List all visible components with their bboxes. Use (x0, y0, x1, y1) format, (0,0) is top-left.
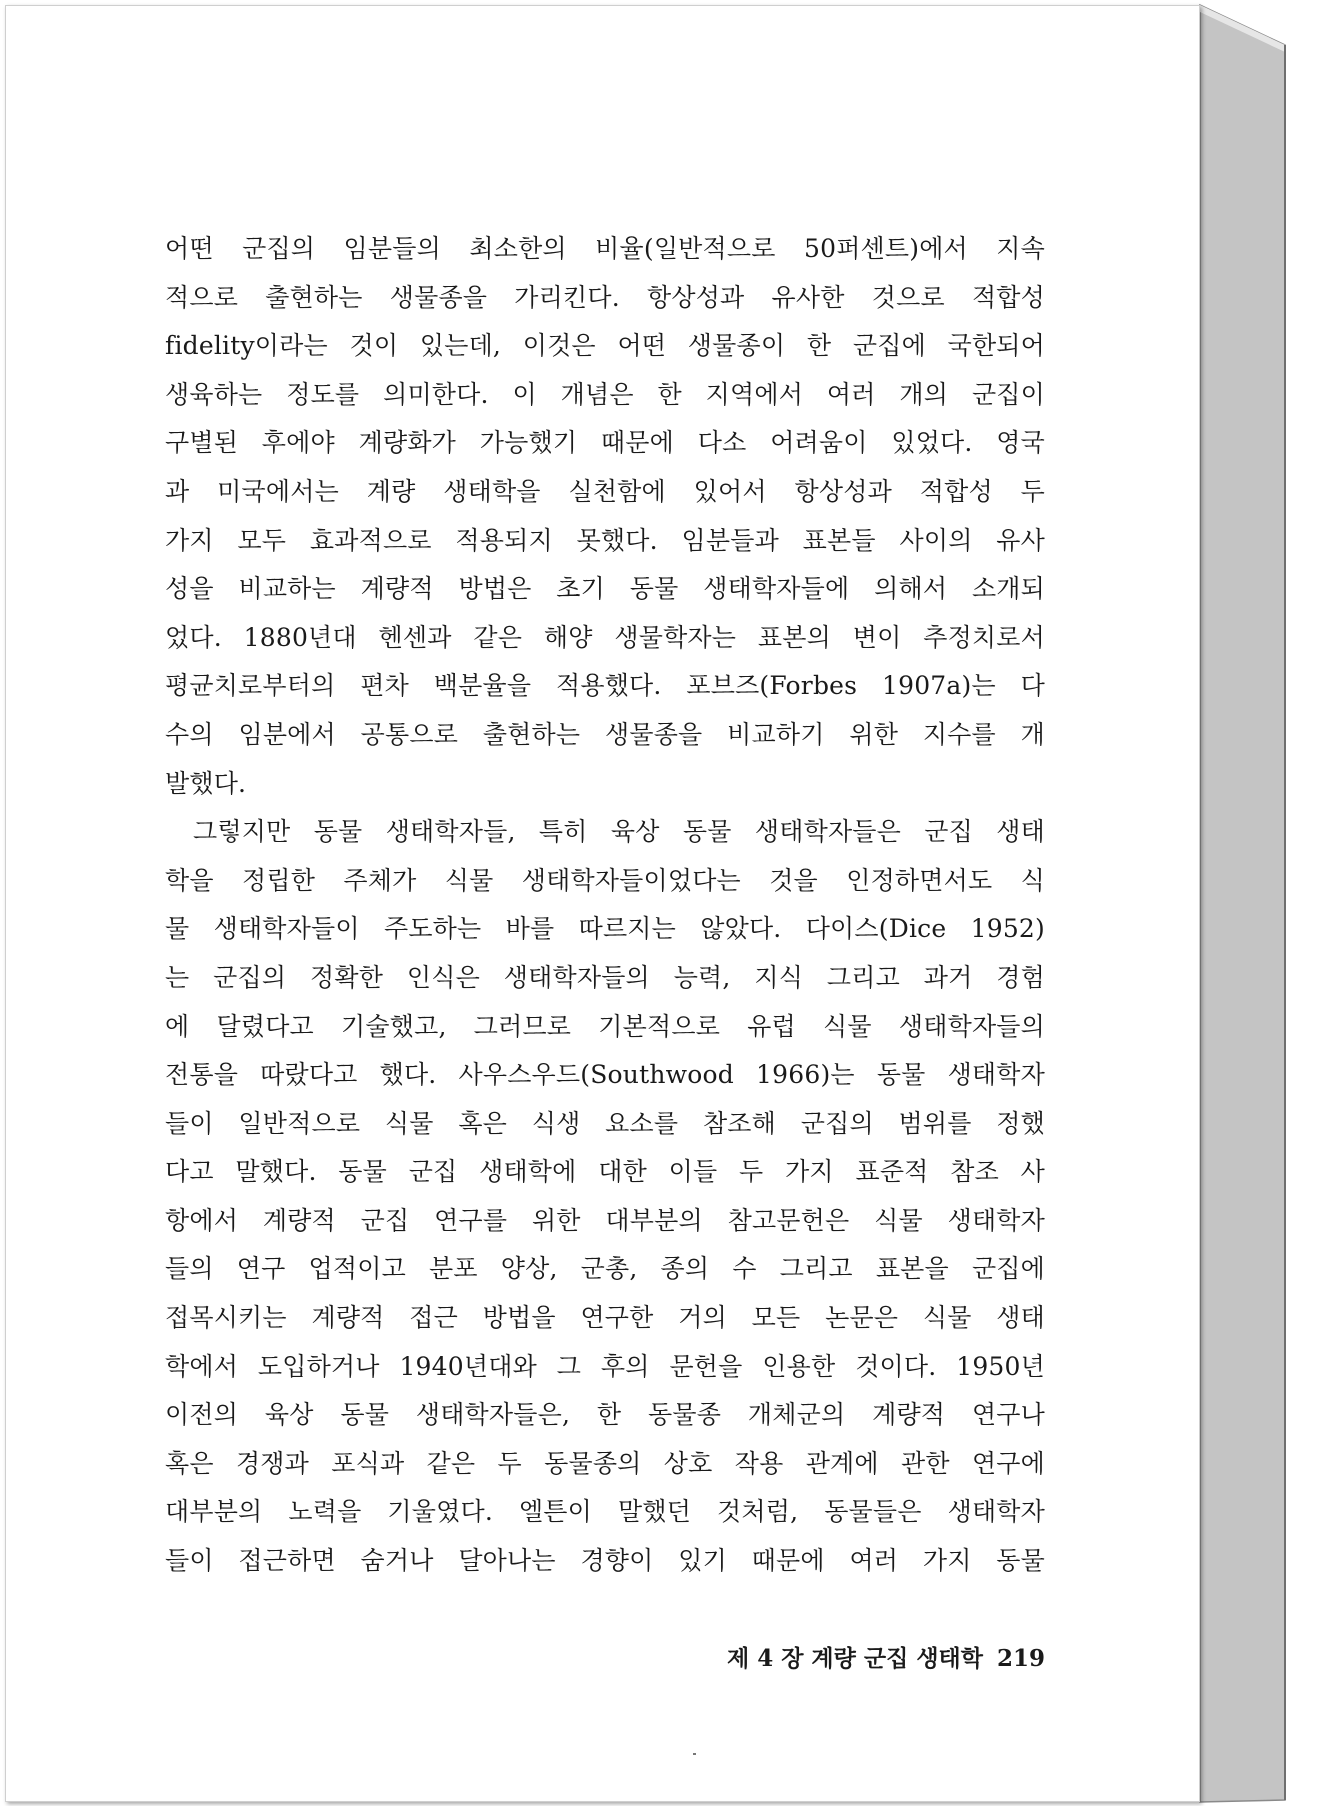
text-line: 항에서 계량적 군집 연구를 위한 대부분의 참고문헌은 식물 생태학자 (165, 1205, 1045, 1235)
text-line: 혹은 경쟁과 포식과 같은 두 동물종의 상호 작용 관계에 관한 연구에 (165, 1448, 1045, 1478)
text-line: 이전의 육상 동물 생태학자들은, 한 동물종 개체군의 계량적 연구나 (165, 1400, 1045, 1430)
text-line: 들의 연구 업적이고 분포 양상, 군총, 종의 수 그리고 표본을 군집에 (165, 1254, 1045, 1284)
text-line: 적으로 출현하는 생물종을 가리킨다. 항상성과 유사한 것으로 적합성 (165, 282, 1045, 312)
running-footer (727, 1640, 1045, 1673)
text-line: 에 달렸다고 기술했고, 그러므로 기본적으로 유럽 식물 생태학자들의 (165, 1011, 1045, 1041)
page-number: 219 (996, 1645, 1045, 1672)
text-line: 학을 정립한 주체가 식물 생태학자들이었다는 것을 인정하면서도 식 (165, 865, 1045, 895)
text-line: 접목시키는 계량적 접근 방법을 연구한 거의 모든 논문은 식물 생태 (165, 1303, 1045, 1333)
text-line: 과 미국에서는 계량 생태학을 실천함에 있어서 항상성과 적합성 두 (165, 476, 1045, 506)
text-line: 학에서 도입하거나 1940년대와 그 후의 문헌을 인용한 것이다. 1950년 (165, 1351, 1045, 1381)
text-line: 발했다. (165, 768, 247, 798)
text-line: 다고 말했다. 동물 군집 생태학에 대한 이들 두 가지 표준적 참조 사 (165, 1157, 1045, 1187)
text-line: 대부분의 노력을 기울였다. 엘튼이 말했던 것처럼, 동물들은 생태학자 (165, 1497, 1045, 1527)
footer-chapter-title: 제 4 장 계량 군집 생태학 (726, 1645, 983, 1672)
text-line: 평균치로부터의 편차 백분율을 적용했다. 포브즈(Forbes 1907a)는 다 (165, 671, 1045, 701)
paragraph-2 (165, 808, 1045, 1586)
text-line: 어떤 군집의 임분들의 최소한의 비율(일반적으로 50퍼센트)에서 지속 (165, 234, 1045, 263)
text-line: 생육하는 정도를 의미한다. 이 개념은 한 지역에서 여러 개의 군집이 (165, 379, 1045, 409)
paragraph-1 (165, 225, 1045, 808)
text-line: 가지 모두 효과적으로 적용되지 못했다. 임분들과 표본들 사이의 유사 (165, 525, 1045, 555)
text-line: 전통을 따랐다고 했다. 사우스우드(Southwood 1966)는 동물 생태학자 (165, 1060, 1045, 1090)
text-line: 들이 접근하면 숨거나 달아나는 경향이 있기 때문에 여러 가지 동물 (165, 1546, 1045, 1576)
text-line: 었다. 1880년대 헨센과 같은 해양 생물학자는 표본의 변이 추정치로서 (165, 622, 1045, 652)
text-line: fidelity이라는 것이 있는데, 이것은 어떤 생물종이 한 군집에 국한되어 (165, 331, 1045, 361)
text-line: 수의 임분에서 공통으로 출현하는 생물종을 비교하기 위한 지수를 개 (165, 719, 1045, 749)
body-text (165, 225, 1045, 1586)
text-line: 그렇지만 동물 생태학자들, 특히 육상 동물 생태학자들은 군집 생태 (193, 817, 1045, 847)
text-line: 구별된 후에야 계량화가 가능했기 때문에 다소 어려움이 있었다. 영국 (165, 428, 1045, 458)
text-line: 는 군집의 정확한 인식은 생태학자들의 능력, 지식 그리고 과거 경험 (165, 962, 1045, 992)
text-line: 성을 비교하는 계량적 방법은 초기 동물 생태학자들에 의해서 소개되 (165, 574, 1045, 604)
scan-speck (693, 1753, 696, 1755)
text-line: 물 생태학자들이 주도하는 바를 따르지는 않았다. 다이스(Dice 1952) (165, 914, 1045, 944)
book-spine-shade (1200, 5, 1285, 1802)
text-line: 들이 일반적으로 식물 혹은 식생 요소를 참조해 군집의 범위를 정했 (165, 1108, 1045, 1138)
